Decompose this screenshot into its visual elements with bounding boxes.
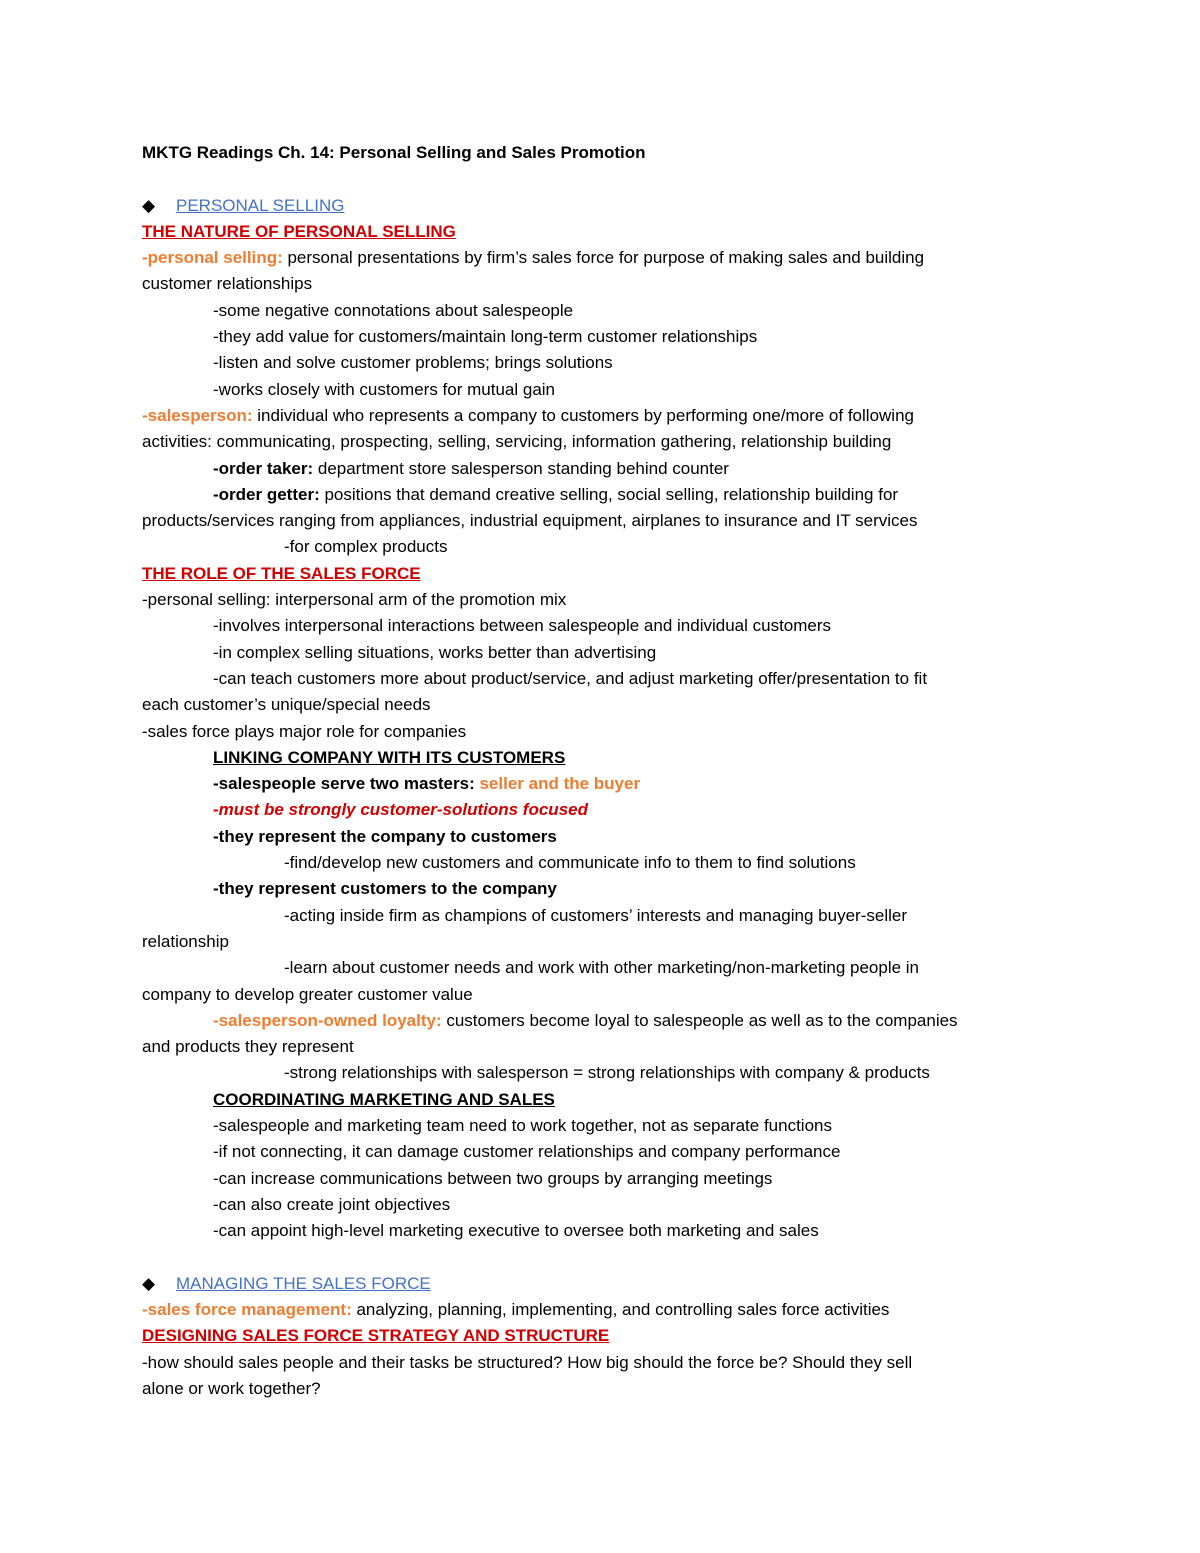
- definition: analyzing, planning, implementing, and controlling sales force activities: [351, 1300, 890, 1320]
- text-line: -can also create joint objectives: [213, 1194, 451, 1214]
- definition: department store salesperson standing behind counter: [313, 458, 729, 478]
- term: -salesperson:: [142, 405, 253, 425]
- definition: individual who represents a company to customers by performing one/more of following: [252, 405, 914, 425]
- text-line: -personal selling: interpersonal arm of the promotion mix: [142, 590, 567, 610]
- spacer: [142, 1244, 1072, 1270]
- text-line: -acting inside firm as champions of customers’ interests and managing buyer-seller: [284, 905, 907, 925]
- section-heading-text: MANAGING THE SALES FORCE: [176, 1273, 431, 1293]
- text-line: -works closely with customers for mutual gain: [213, 379, 556, 399]
- text-line: -some negative connotations about salespeople: [213, 300, 574, 320]
- diamond-bullet-icon: ◆: [142, 195, 156, 215]
- document-content: [142, 140, 1072, 1402]
- subheading-designing: DESIGNING SALES FORCE STRATEGY AND STRUCTURE: [142, 1326, 610, 1346]
- term: -sales force management:: [142, 1300, 352, 1320]
- text-line: -sales force plays major role for companies: [142, 721, 467, 741]
- subheading-coordinating: COORDINATING MARKETING AND SALES: [213, 1089, 555, 1109]
- definition: positions that demand creative selling, social selling, relationship building for: [319, 484, 899, 504]
- text-line: -find/develop new customers and communicate info to them to find solutions: [284, 853, 856, 873]
- text-line: activities: communicating, prospecting, selling, servicing, information gathering, relationship building: [142, 432, 892, 452]
- term: -order taker:: [213, 458, 314, 478]
- text-line: -can appoint high-level marketing executive to oversee both marketing and sales: [213, 1221, 819, 1241]
- text-line: -listen and solve customer problems; brings solutions: [213, 353, 613, 373]
- document-title: MKTG Readings Ch. 14: Personal Selling and Sales Promotion: [142, 143, 646, 162]
- text-line: alone or work together?: [142, 1378, 321, 1398]
- definition: personal presentations by firm’s sales force for purpose of making sales and building: [282, 248, 925, 268]
- spacer: [142, 166, 1072, 192]
- text-line: products/services ranging from appliances, industrial equipment, airplanes to insurance and IT services: [142, 511, 918, 531]
- text-line: -can increase communications between two groups by arranging meetings: [213, 1168, 773, 1188]
- text-line: company to develop greater customer value: [142, 984, 473, 1004]
- subheading-nature: THE NATURE OF PERSONAL SELLING: [142, 221, 456, 241]
- text-line: -can teach customers more about product/service, and adjust marketing offer/presentation to fit: [213, 668, 928, 688]
- text-line: -they add value for customers/maintain long-term customer relationships: [213, 327, 758, 347]
- subheading-role: THE ROLE OF THE SALES FORCE: [142, 563, 421, 583]
- text: -salespeople serve two masters:: [213, 774, 480, 794]
- text-line: -in complex selling situations, works better than advertising: [213, 642, 657, 662]
- text-line-two-masters: [142, 771, 1072, 797]
- text-line: -involves interpersonal interactions between salespeople and individual customers: [213, 616, 832, 636]
- text-line: -strong relationships with salesperson = strong relationships with company & products: [284, 1063, 930, 1083]
- highlight: seller and the buyer: [479, 774, 641, 794]
- definition: customers become loyal to salespeople as well as to the companies: [441, 1010, 958, 1030]
- text-line: -if not connecting, it can damage customer relationships and company performance: [213, 1142, 841, 1162]
- section-heading-managing: [142, 1271, 1072, 1297]
- definition-owned-loyalty: [142, 1008, 1072, 1034]
- definition-salesperson: [142, 403, 1072, 429]
- text-line: and products they represent: [142, 1037, 354, 1057]
- definition-sales-force-management: [142, 1297, 1072, 1323]
- text-line: -they represent customers to the company: [213, 879, 557, 899]
- section-heading-personal-selling: [142, 193, 1072, 219]
- text-line: each customer’s unique/special needs: [142, 695, 431, 715]
- definition-order-getter: [142, 482, 1072, 508]
- text-line-emphasis: -must be strongly customer-solutions focused: [213, 800, 588, 820]
- definition-personal-selling: [142, 245, 1072, 271]
- term: -salesperson-owned loyalty:: [213, 1010, 442, 1030]
- text-line: -how should sales people and their tasks be structured? How big should the force be? Should they sell: [142, 1352, 913, 1372]
- term: -order getter:: [213, 484, 320, 504]
- definition-order-taker: [142, 456, 1072, 482]
- section-heading-text: PERSONAL SELLING: [176, 195, 345, 215]
- text-line: -salespeople and marketing team need to work together, not as separate functions: [213, 1115, 832, 1135]
- subheading-linking: LINKING COMPANY WITH ITS CUSTOMERS: [213, 747, 566, 767]
- text-line: -they represent the company to customers: [213, 826, 557, 846]
- diamond-bullet-icon: ◆: [142, 1273, 156, 1293]
- text-line: customer relationships: [142, 274, 313, 294]
- text-line: relationship: [142, 931, 229, 951]
- text-line: -learn about customer needs and work with other marketing/non-marketing people in: [284, 958, 920, 978]
- term: -personal selling:: [142, 248, 283, 268]
- text-line: -for complex products: [284, 537, 448, 557]
